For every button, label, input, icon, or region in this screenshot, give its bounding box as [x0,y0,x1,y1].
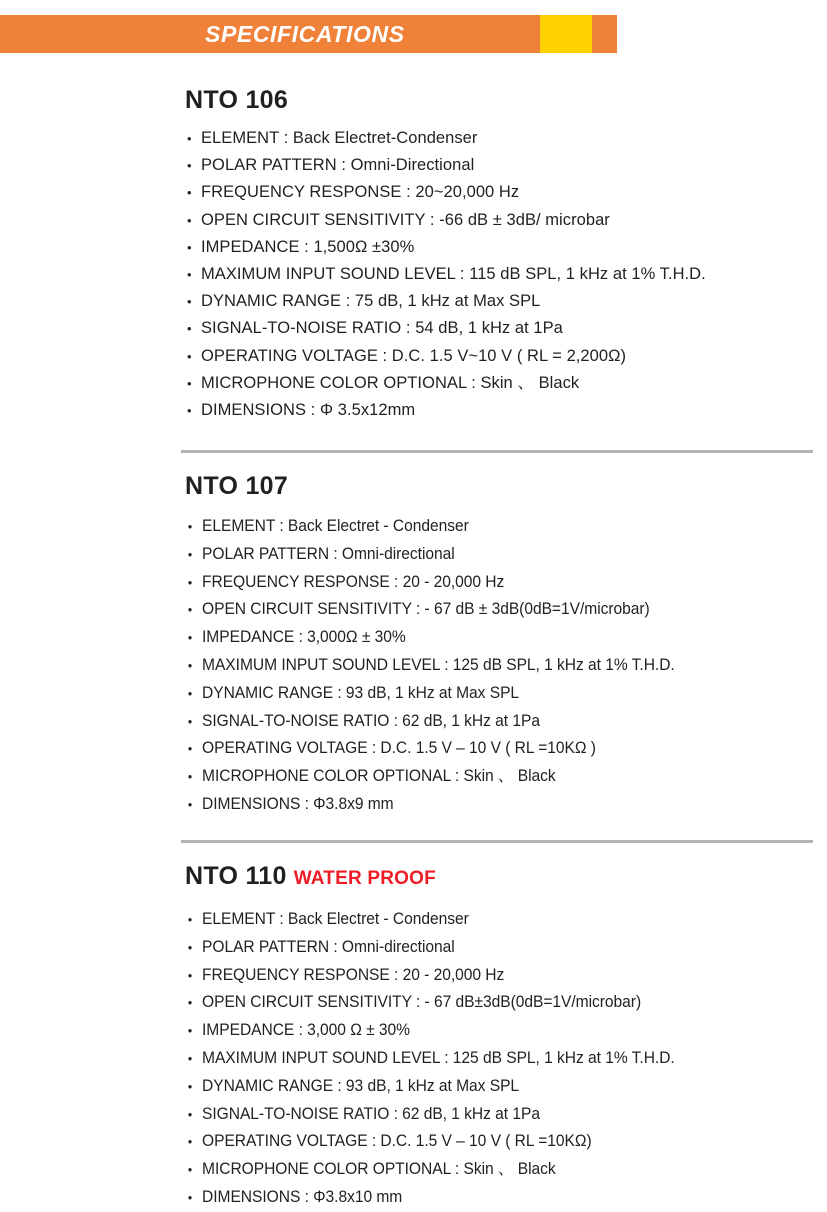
spec-item: • IMPEDANCE : 1,500Ω ±30% [185,234,827,261]
spec-item: • OPEN CIRCUIT SENSITIVITY : -66 dB ± 3dB/ microbar [185,207,827,234]
spec-item: • MICROPHONE COLOR OPTIONAL : Skin 、 Black [185,370,827,397]
spec-section-nto-110 [185,862,827,1212]
spec-item: • OPERATING VOLTAGE : D.C. 1.5 V~10 V ( RL = 2,200Ω) [185,343,827,370]
spec-item: • SIGNAL-TO-NOISE RATIO : 54 dB, 1 kHz at 1Pa [185,315,827,342]
spec-item: • DYNAMIC RANGE : 75 dB, 1 kHz at Max SPL [185,288,827,315]
spec-list [185,906,827,1212]
spec-item: • MICROPHONE COLOR OPTIONAL : Skin 、 Black [185,1156,792,1184]
spec-item: • POLAR PATTERN : Omni-Directional [185,152,827,179]
spec-item: • POLAR PATTERN : Omni-directional [185,541,792,569]
section-divider [181,840,813,843]
model-tag-water-proof: WATER PROOF [293,868,436,889]
spec-item: • POLAR PATTERN : Omni-directional [185,934,792,962]
spec-item: • SIGNAL-TO-NOISE RATIO : 62 dB, 1 kHz at 1Pa [185,1101,792,1129]
spec-item: • FREQUENCY RESPONSE : 20 - 20,000 Hz [185,962,792,990]
spec-item: • MAXIMUM INPUT SOUND LEVEL : 125 dB SPL, 1 kHz at 1% T.H.D. [185,652,792,680]
spec-item: • OPEN CIRCUIT SENSITIVITY : - 67 dB ± 3dB(0dB=1V/microbar) [185,596,792,624]
model-heading [185,862,827,893]
spec-item: • MICROPHONE COLOR OPTIONAL : Skin 、 Black [185,763,792,791]
banner-yellow-swatch [540,15,592,53]
spec-item: • FREQUENCY RESPONSE : 20~20,000 Hz [185,179,827,206]
spec-item: • FREQUENCY RESPONSE : 20 - 20,000 Hz [185,569,792,597]
model-name: NTO 107 [185,472,289,500]
spec-section-nto-107 [185,472,827,819]
section-divider [181,450,813,453]
spec-item: • DYNAMIC RANGE : 93 dB, 1 kHz at Max SPL [185,680,792,708]
page-title: SPECIFICATIONS [205,21,405,47]
spec-item: • DIMENSIONS : Φ3.8x9 mm [185,791,792,819]
model-name: NTO 106 [185,86,289,114]
spec-item: • ELEMENT : Back Electret - Condenser [185,906,792,934]
spec-item: • OPEN CIRCUIT SENSITIVITY : - 67 dB±3dB(0dB=1V/microbar) [185,989,792,1017]
spec-item: • ELEMENT : Back Electret - Condenser [185,513,792,541]
spec-item: • SIGNAL-TO-NOISE RATIO : 62 dB, 1 kHz at 1Pa [185,708,792,736]
spec-item: • DYNAMIC RANGE : 93 dB, 1 kHz at Max SPL [185,1073,792,1101]
model-heading [185,472,827,500]
spec-item: • OPERATING VOLTAGE : D.C. 1.5 V – 10 V ( RL =10KΩ ) [185,735,792,763]
spec-item: • IMPEDANCE : 3,000 Ω ± 30% [185,1017,792,1045]
spec-item: • OPERATING VOLTAGE : D.C. 1.5 V – 10 V ( RL =10KΩ) [185,1128,792,1156]
spec-item: • DIMENSIONS : Φ 3.5x12mm [185,397,827,424]
spec-item: • IMPEDANCE : 3,000Ω ± 30% [185,624,792,652]
spec-item: • MAXIMUM INPUT SOUND LEVEL : 125 dB SPL, 1 kHz at 1% T.H.D. [185,1045,792,1073]
spec-section-nto-106 [185,86,827,424]
model-heading [185,86,827,114]
spec-item: • MAXIMUM INPUT SOUND LEVEL : 115 dB SPL, 1 kHz at 1% T.H.D. [185,261,827,288]
spec-item: • DIMENSIONS : Φ3.8x10 mm [185,1184,792,1212]
spec-item: • ELEMENT : Back Electret-Condenser [185,125,827,152]
spec-list [185,513,827,819]
spec-list [185,125,827,424]
model-name: NTO 110 [185,862,287,890]
